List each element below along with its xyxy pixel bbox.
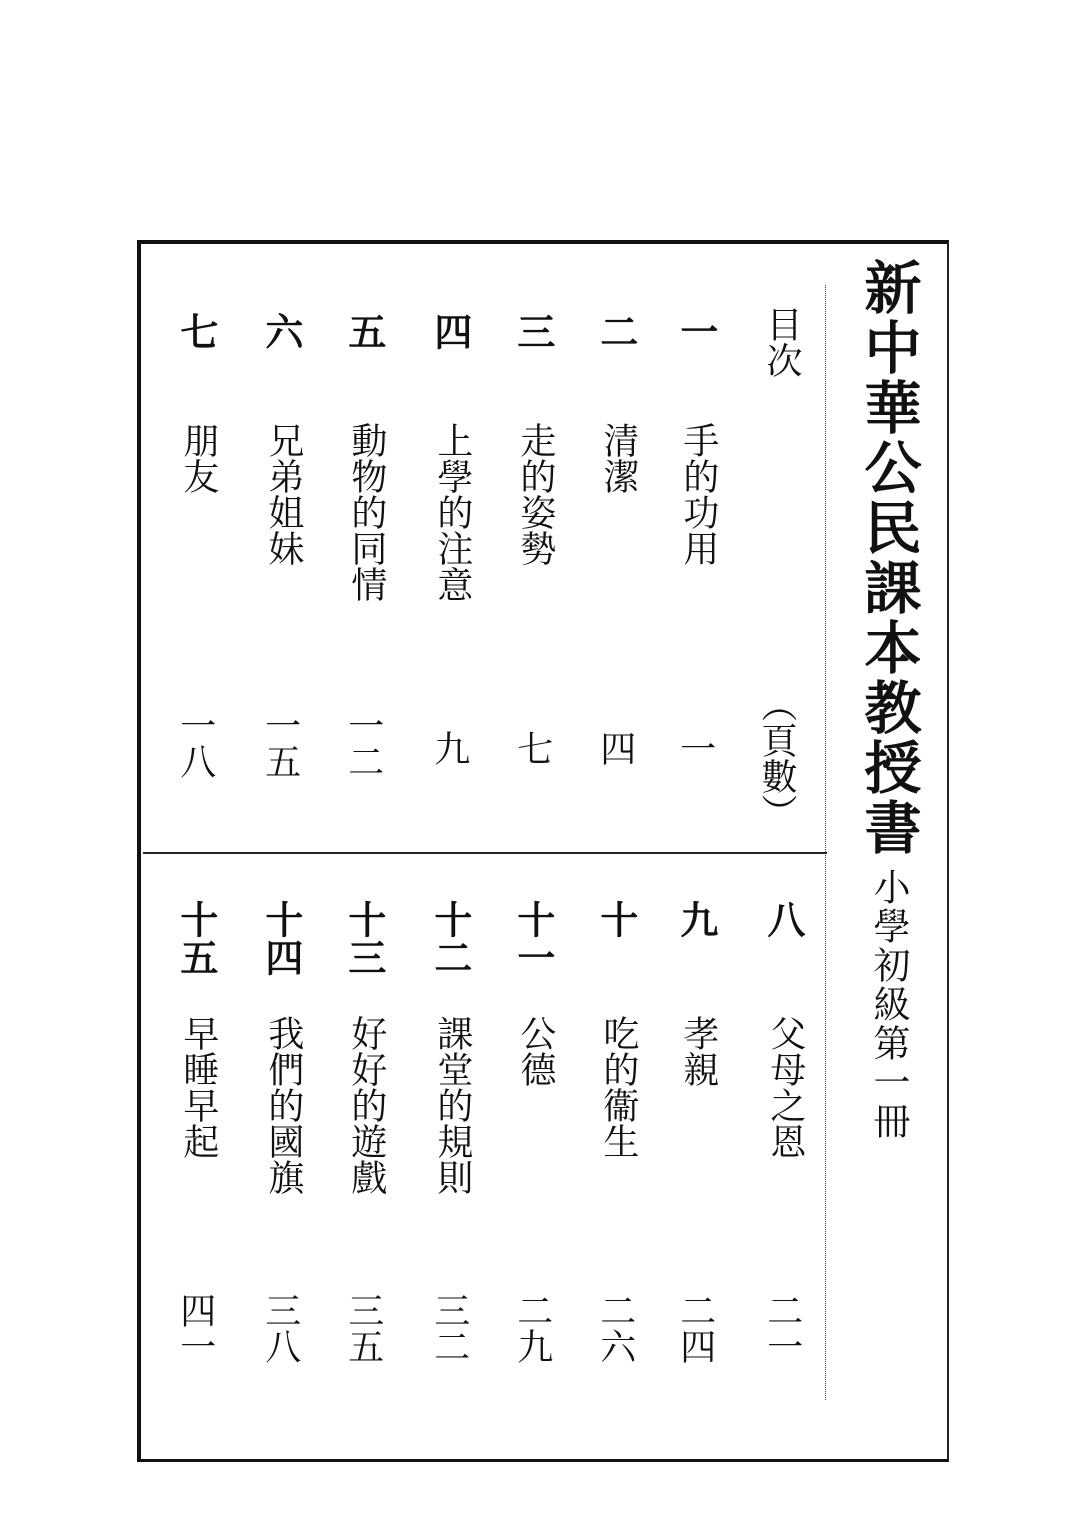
lesson-page: 三八 — [259, 1292, 301, 1364]
toc-entry[interactable] — [336, 312, 388, 782]
lesson-page: 一五 — [259, 707, 301, 779]
lesson-title: 清潔 — [597, 422, 639, 494]
lesson-number: 一 — [673, 312, 719, 350]
lesson-number: 十一 — [510, 900, 556, 976]
toc-entry[interactable] — [588, 900, 640, 1370]
lesson-page: 一 — [674, 730, 716, 766]
book-subtitle: 小學初級第一冊 — [867, 868, 910, 1141]
toc-heading: 目次 — [761, 306, 802, 378]
toc-entry[interactable] — [168, 900, 220, 1370]
lesson-page: 二四 — [674, 1292, 716, 1364]
lesson-number: 五 — [341, 312, 387, 350]
lesson-page: 九 — [428, 730, 470, 766]
lesson-page: 二六 — [594, 1292, 636, 1364]
lesson-title: 父母之恩 — [764, 1015, 806, 1159]
lesson-page: 三二 — [428, 1292, 470, 1364]
lesson-number: 十二 — [427, 900, 473, 976]
lesson-number: 十 — [593, 900, 639, 938]
lesson-page: 一二 — [342, 707, 384, 779]
lesson-number: 二 — [593, 312, 639, 350]
lesson-title: 孝親 — [677, 1015, 719, 1087]
lesson-number: 三 — [510, 312, 556, 350]
lesson-title: 早睡早起 — [177, 1015, 219, 1159]
lesson-page: 二九 — [511, 1292, 553, 1364]
lesson-title: 好好的遊戲 — [345, 1015, 387, 1195]
toc-entry[interactable] — [668, 900, 720, 1370]
toc-entry[interactable] — [422, 900, 474, 1370]
toc-entry[interactable] — [505, 900, 557, 1370]
lesson-page: 三五 — [342, 1292, 384, 1364]
lesson-number: 九 — [673, 900, 719, 938]
lesson-number: 六 — [258, 312, 304, 350]
title-divider — [825, 285, 826, 1400]
lesson-title: 我們的國旗 — [262, 1015, 304, 1195]
toc-entry[interactable] — [168, 312, 220, 782]
lesson-title: 手的功用 — [677, 422, 719, 566]
lesson-number: 十三 — [341, 900, 387, 976]
toc-entry[interactable] — [505, 312, 557, 782]
lesson-title: 動物的同情 — [345, 422, 387, 602]
toc-entry[interactable] — [755, 900, 807, 1370]
toc-entry[interactable] — [253, 312, 305, 782]
toc-entry[interactable] — [253, 900, 305, 1370]
book-title: 新中華公民課本教授書 — [855, 258, 922, 858]
lesson-title: 課堂的規則 — [431, 1015, 473, 1195]
lesson-title: 兄弟姐妹 — [262, 422, 304, 566]
toc-entry[interactable] — [336, 900, 388, 1370]
lesson-title: 走的姿勢 — [514, 422, 556, 566]
lesson-page: 一八 — [174, 707, 216, 779]
toc-pages-label: （頁數） — [756, 686, 797, 830]
lesson-page: 四 — [594, 730, 636, 766]
lesson-title: 上學的注意 — [431, 422, 473, 602]
lesson-number: 四 — [427, 312, 473, 350]
toc-entry[interactable] — [668, 312, 720, 782]
lesson-number: 十五 — [173, 900, 219, 976]
toc-entry[interactable] — [588, 312, 640, 782]
lesson-page: 七 — [511, 730, 553, 766]
toc-entry[interactable] — [422, 312, 474, 782]
lesson-title: 吃的衞生 — [597, 1015, 639, 1159]
lesson-title: 公德 — [514, 1015, 556, 1087]
lesson-page: 四一 — [174, 1292, 216, 1364]
lesson-number: 七 — [173, 312, 219, 350]
lesson-number: 八 — [760, 900, 806, 938]
lesson-page: 二一 — [761, 1292, 803, 1364]
lesson-number: 十四 — [258, 900, 304, 976]
lesson-title: 朋友 — [177, 422, 219, 494]
toc-divider — [143, 852, 827, 854]
